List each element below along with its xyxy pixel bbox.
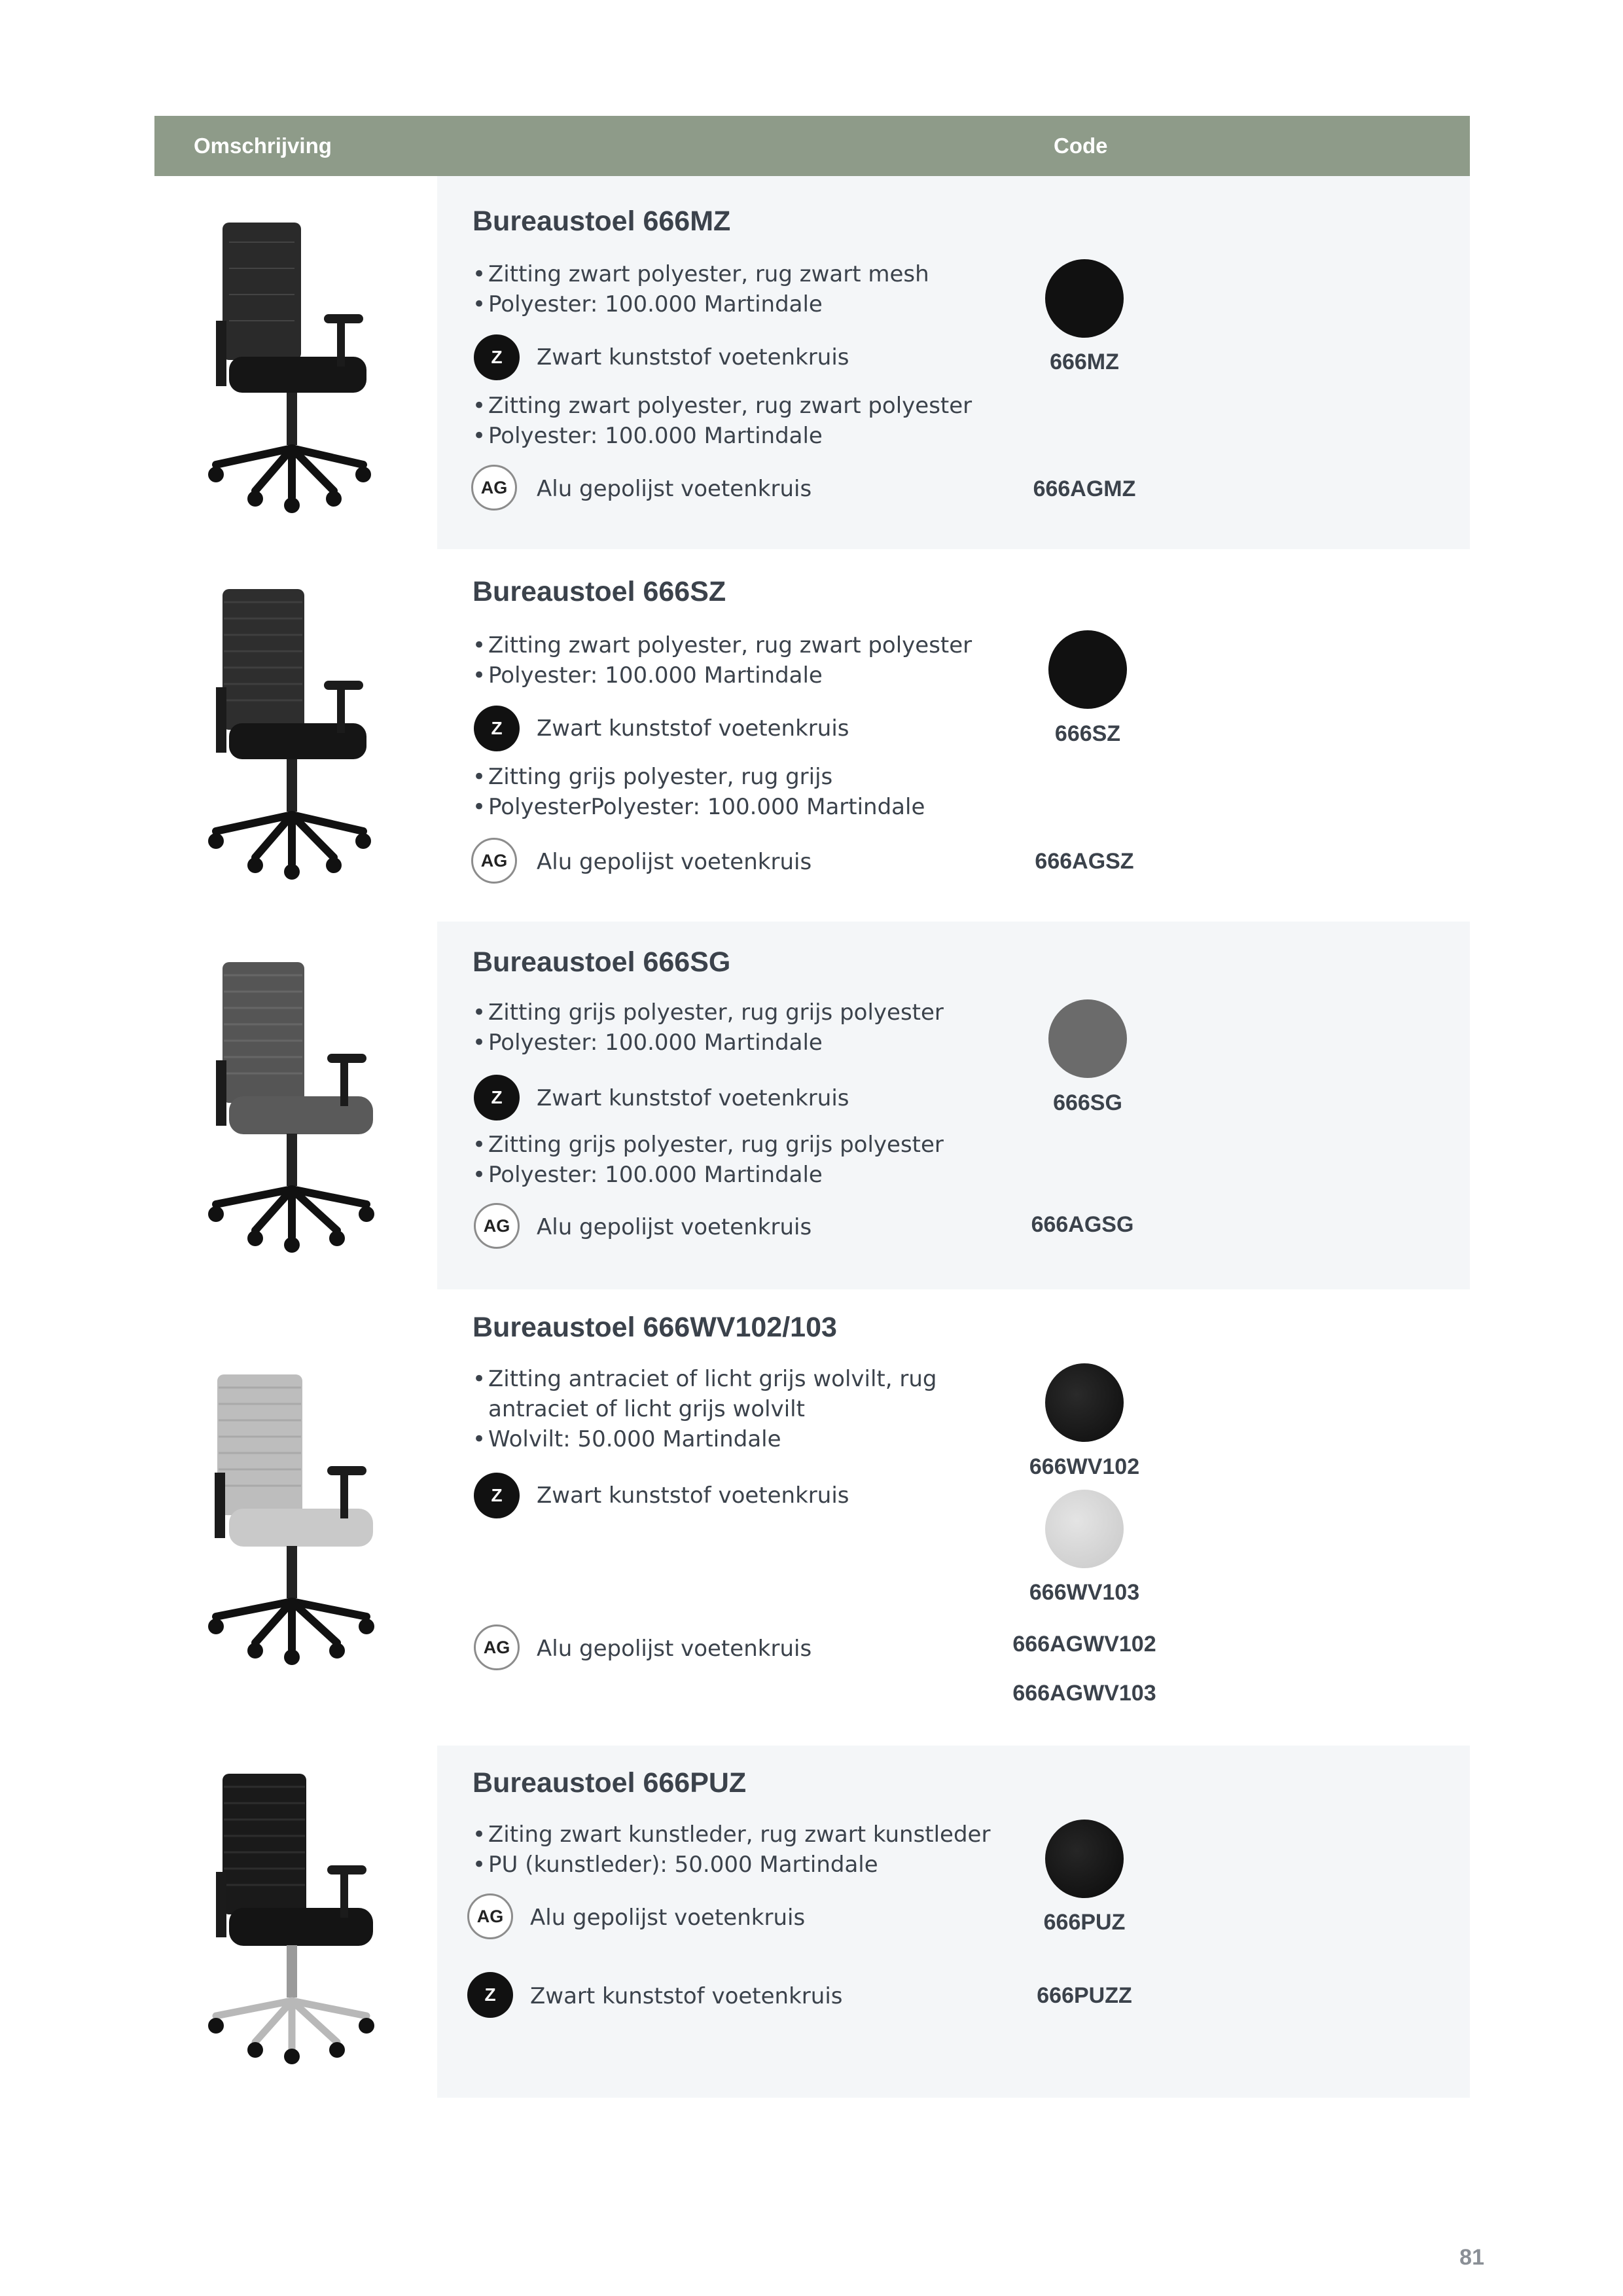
spec-line: • Zitting grijs polyester, rug grijs bbox=[473, 764, 833, 790]
product-code: 666WV103 bbox=[1029, 1580, 1140, 1605]
z-badge-icon: Z bbox=[474, 334, 520, 380]
header-code: Code bbox=[1054, 134, 1108, 158]
product-code: 666PUZ bbox=[1043, 1910, 1126, 1935]
product-code: 666AGSZ bbox=[1035, 849, 1134, 874]
spec-line: • Polyester: 100.000 Martindale bbox=[473, 1030, 823, 1056]
spec-line: • PolyesterPolyester: 100.000 Martindale bbox=[473, 794, 925, 820]
product-code: 666AGWV102 bbox=[1012, 1632, 1156, 1657]
product-code: 666SG bbox=[1053, 1090, 1122, 1115]
color-swatch bbox=[1045, 1820, 1124, 1898]
chair-image-666mz bbox=[203, 216, 386, 517]
base-label: Zwart kunststof voetenkruis bbox=[530, 1983, 843, 2009]
header-description: Omschrijving bbox=[194, 134, 332, 158]
ag-badge-icon: AG bbox=[467, 1893, 513, 1939]
z-badge-icon: Z bbox=[467, 1972, 513, 2018]
color-swatch bbox=[1048, 630, 1127, 709]
z-badge-icon: Z bbox=[474, 1075, 520, 1121]
product-code: 666AGSG bbox=[1031, 1212, 1134, 1237]
product-title: Bureaustoel 666WV102/103 bbox=[473, 1312, 837, 1343]
ag-badge-icon: AG bbox=[471, 465, 517, 511]
product-code: 666WV102 bbox=[1029, 1454, 1140, 1479]
color-swatch bbox=[1048, 999, 1127, 1078]
product-title: Bureaustoel 666SG bbox=[473, 946, 731, 978]
base-label: Zwart kunststof voetenkruis bbox=[537, 1482, 849, 1509]
spec-line: • Zitting zwart polyester, rug zwart polyester bbox=[473, 632, 972, 658]
base-label: Alu gepolijst voetenkruis bbox=[537, 1214, 812, 1240]
spec-line: • Wolvilt: 50.000 Martindale bbox=[473, 1426, 781, 1452]
color-swatch bbox=[1045, 1490, 1124, 1568]
ag-badge-icon: AG bbox=[474, 1203, 520, 1249]
base-label: Zwart kunststof voetenkruis bbox=[537, 715, 849, 742]
product-code: 666PUZZ bbox=[1037, 1983, 1132, 2008]
chair-image-666sz bbox=[203, 583, 386, 884]
page-number: 81 bbox=[1459, 2245, 1484, 2270]
ag-badge-icon: AG bbox=[471, 838, 517, 884]
spec-line: antraciet of licht grijs wolvilt bbox=[488, 1396, 805, 1422]
z-badge-icon: Z bbox=[474, 1473, 520, 1518]
product-title: Bureaustoel 666PUZ bbox=[473, 1767, 747, 1799]
spec-line: • Zitting grijs polyester, rug grijs polyester bbox=[473, 999, 944, 1026]
spec-line: • Zitting antraciet of licht grijs wolvilt, rug bbox=[473, 1366, 937, 1392]
spec-line: • Ziting zwart kunstleder, rug zwart kunstleder bbox=[473, 1821, 991, 1848]
ag-badge-icon: AG bbox=[474, 1624, 520, 1670]
spec-line: • Polyester: 100.000 Martindale bbox=[473, 423, 823, 449]
spec-line: • Zitting zwart polyester, rug zwart mesh bbox=[473, 261, 929, 287]
spec-line: • Polyester: 100.000 Martindale bbox=[473, 662, 823, 689]
base-label: Alu gepolijst voetenkruis bbox=[530, 1905, 806, 1931]
chair-image-666sg bbox=[203, 956, 393, 1257]
product-code: 666AGMZ bbox=[1033, 476, 1136, 501]
spec-line: • Zitting zwart polyester, rug zwart polyester bbox=[473, 393, 972, 419]
color-swatch bbox=[1045, 1363, 1124, 1442]
spec-line: • PU (kunstleder): 50.000 Martindale bbox=[473, 1852, 878, 1878]
product-code: 666MZ bbox=[1050, 350, 1119, 374]
base-label: Zwart kunststof voetenkruis bbox=[537, 1085, 849, 1111]
chair-image-666wv bbox=[203, 1368, 393, 1669]
product-code: 666SZ bbox=[1054, 721, 1121, 746]
product-code: 666AGWV103 bbox=[1012, 1681, 1156, 1706]
base-label: Alu gepolijst voetenkruis bbox=[537, 849, 812, 875]
z-badge-icon: Z bbox=[474, 706, 520, 751]
base-label: Alu gepolijst voetenkruis bbox=[537, 1636, 812, 1662]
product-title: Bureaustoel 666SZ bbox=[473, 576, 726, 607]
table-header bbox=[154, 116, 1470, 176]
chair-image-666puz bbox=[203, 1767, 393, 2068]
spec-line: • Polyester: 100.000 Martindale bbox=[473, 1162, 823, 1188]
spec-line: • Polyester: 100.000 Martindale bbox=[473, 291, 823, 317]
spec-line: • Zitting grijs polyester, rug grijs polyester bbox=[473, 1132, 944, 1158]
product-title: Bureaustoel 666MZ bbox=[473, 206, 731, 237]
base-label: Alu gepolijst voetenkruis bbox=[537, 476, 812, 502]
base-label: Zwart kunststof voetenkruis bbox=[537, 344, 849, 370]
color-swatch bbox=[1045, 259, 1124, 338]
